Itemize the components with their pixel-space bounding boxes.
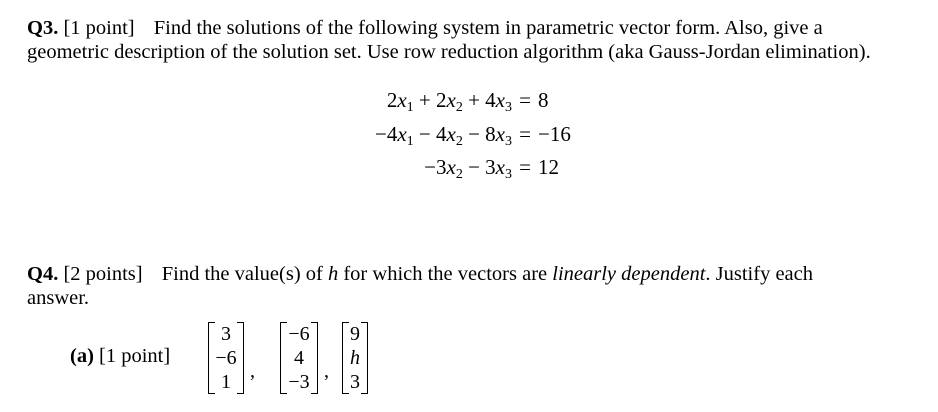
q3-line-2	[27, 40, 917, 64]
equation-2-equals: =	[519, 122, 531, 146]
q4-text-after: . Justify each	[705, 263, 814, 285]
q4-text-line-2: answer.	[27, 287, 90, 309]
q4-var-h: h	[327, 263, 339, 285]
equation-row-2	[320, 122, 571, 150]
vector-1	[208, 322, 244, 394]
q3-line-1	[27, 16, 917, 40]
vector-3-entry-1: 9	[350, 323, 360, 345]
q4-points: [2 points]	[63, 263, 143, 285]
vector-1-entry-1: 3	[221, 323, 231, 345]
vector-separator-1: ,	[250, 360, 255, 382]
vector-3-entry-2: h	[350, 347, 360, 369]
q4-label: Q4.	[27, 263, 59, 285]
q3-text-line-1: Find the solutions of the following system in parametric vector form. Also, give a	[153, 17, 823, 39]
q3-label: Q3.	[27, 17, 59, 39]
q4-line-1	[27, 262, 917, 286]
q4-emphasis: linearly dependent	[552, 263, 706, 285]
q3-text-line-2: geometric description of the solution set. Use row reduction algorithm (aka Gauss-Jordan elimination).	[27, 41, 871, 63]
vector-2	[280, 322, 318, 394]
vector-separator-2: ,	[324, 360, 329, 382]
vector-2-entry-1: −6	[288, 323, 310, 345]
vector-3	[342, 322, 368, 394]
equation-1-lhs: 2x1 + 2x2 + 4x3	[386, 88, 512, 115]
equation-1-rhs: 8	[538, 88, 549, 112]
vector-1-entry-2: −6	[215, 347, 237, 369]
equation-2-rhs: −16	[538, 122, 571, 146]
vector-1-entry-3: 1	[221, 371, 231, 393]
vector-2-entry-2: 4	[294, 347, 304, 369]
vector-3-entry-3: 3	[350, 371, 360, 393]
equation-3-rhs: 12	[538, 155, 559, 179]
q4-line-2	[27, 286, 917, 310]
q3-points: [1 point]	[63, 17, 135, 39]
part-a-label: (a) [1 point]	[70, 345, 171, 367]
vector-2-entry-3: −3	[288, 371, 310, 393]
equation-3-equals: =	[519, 155, 531, 179]
equation-row-3	[320, 155, 559, 183]
q4-text-mid: for which the vectors are	[343, 263, 548, 285]
equation-3-lhs: −3x2 − 3x3	[424, 155, 512, 182]
equation-2-lhs: −4x1 − 4x2 − 8x3	[374, 122, 512, 149]
equation-row-1	[320, 88, 549, 116]
q4-text-before: Find the value(s) of	[161, 263, 323, 285]
equation-1-equals: =	[519, 88, 531, 112]
